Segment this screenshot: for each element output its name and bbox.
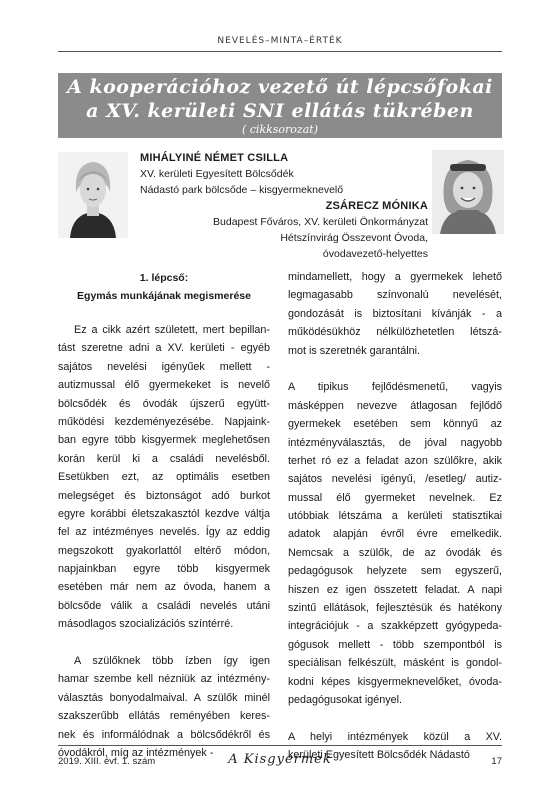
text-line: napjainkban egyre több kisgyermek bbox=[58, 563, 270, 576]
text-line: Esetükben ezt, az optimális esetben bbox=[58, 471, 270, 484]
text-line: melegséget és biztonságot adó burkot bbox=[58, 489, 270, 502]
text-line: adatok alapján évről évre emelkedik. bbox=[288, 528, 502, 541]
text-line: pedagógusok helyzete sem egyszerű, bbox=[288, 565, 502, 578]
right-text-column bbox=[288, 268, 502, 765]
left-text-column bbox=[58, 321, 270, 762]
paragraph-gap bbox=[288, 360, 502, 378]
text-line: sajátos nevelési igényű, /esetleg/ autiz- bbox=[288, 473, 502, 486]
text-line: Ez a cikk azért született, mert bepillan- bbox=[74, 324, 270, 336]
author-name: ZSÁRECZ MÓNIKA bbox=[325, 200, 428, 212]
text-line: működésükhöz nélkülözhetetlen létszá- bbox=[288, 326, 502, 339]
text-line: terhet ró ez a feladat azon szülőkre, akik bbox=[288, 454, 502, 467]
author-affiliation: XV. kerületi Egyesített Bölcsődék bbox=[140, 168, 294, 180]
text-line: mussal élő gyermeket nevelnek. Ez bbox=[288, 491, 502, 504]
text-line: fel az intézményes nevelés. Így az eddig bbox=[58, 526, 270, 539]
author-photo-nemet-csilla bbox=[58, 152, 128, 238]
text-line: integrációjuk - a szakképzett gyógypeda- bbox=[288, 620, 502, 633]
text-line: nek és informálódnak a bölcsődékről és bbox=[58, 728, 270, 741]
text-line: A helyi intézmények közül a XV. bbox=[288, 730, 502, 743]
text-line: gyermekek esetében sem könnyű az bbox=[288, 418, 502, 431]
text-line: intézményválasztás, de jóval nagyobb bbox=[288, 436, 502, 449]
text-line: A szülőknek több ízben így igen bbox=[74, 655, 270, 668]
text-line: kodni képes kisgyermeknevelőket, óvoda- bbox=[288, 675, 502, 688]
text-line: kerületi Egyesített Bölcsődék Nádastó bbox=[288, 749, 470, 762]
section-heading bbox=[58, 269, 270, 305]
text-line: gógusok mellett - több szempontból is bbox=[288, 638, 502, 651]
footer-rule bbox=[58, 745, 502, 746]
text-line: hiszen ez igen összetett feladat. A napi bbox=[288, 583, 502, 596]
text-line: sajátos nevelési igényűek mellett - bbox=[58, 360, 270, 373]
text-line: mindamellett, hogy a gyermekek lehető bbox=[288, 271, 502, 283]
author-2 bbox=[213, 198, 428, 262]
author-affiliation: Budapest Főváros, XV. kerületi Önkormányzat bbox=[213, 216, 428, 228]
text-line: egyre korábbi életszakasztól kezdve váltja bbox=[58, 507, 270, 520]
author-role: Nádastó park bölcsőde – kisgyermeknevelő bbox=[140, 184, 344, 196]
text-line: óvodákról, míg az intézmények - bbox=[58, 746, 214, 759]
header-rule bbox=[58, 51, 502, 52]
paragraph-gap bbox=[58, 634, 270, 652]
running-head: NEVELÉS–MINTA–ÉRTÉK bbox=[217, 36, 343, 46]
text-line: utóbbiak létszáma a kerületi statisztikai bbox=[288, 510, 502, 523]
article-title-line-1: A kooperációhoz vezető út lépcsőfokai bbox=[67, 76, 493, 98]
author-photo-zsarecz-monika bbox=[432, 150, 504, 234]
article-title-line-2: a XV. kerületi SNI ellátás tükrében bbox=[86, 100, 474, 122]
page-number: 17 bbox=[491, 756, 502, 767]
author-1 bbox=[140, 150, 343, 198]
text-line: bölcsőde válik a családi nevelés utáni bbox=[58, 599, 270, 612]
text-line: ban egyre több kisgyermek meglehetősen bbox=[58, 434, 270, 447]
issue-info: 2019. XIII. évf. 1. szám bbox=[58, 756, 156, 767]
text-line: másodlagos szocializációs színtérré. bbox=[58, 618, 234, 631]
text-line: pedagógusokat igényel. bbox=[288, 693, 403, 706]
text-line: választás bonyodalmaival. A szülők minél bbox=[58, 691, 270, 704]
paragraph-gap bbox=[288, 709, 502, 727]
text-line: tást szeretne adni a XV. kerületi - egyéb bbox=[58, 342, 270, 355]
text-line: A tipikus fejlődésmenetű, vagyis bbox=[288, 381, 502, 394]
text-line: speciálisan felkészült, másként is gondol- bbox=[288, 657, 502, 670]
magazine-name: A Kisgyermek bbox=[228, 752, 332, 767]
text-line: korán kerül ki a családi nevelésből. bbox=[58, 452, 270, 465]
text-line: autizmussal élő gyermekeket is nevelő bbox=[58, 379, 270, 392]
text-line: gondozását is biztosítani kívánják - a bbox=[288, 307, 502, 320]
text-line: esetében már nem az óvoda, hanem a bbox=[58, 581, 270, 594]
text-line: bölcsődék és óvodák újszerű együtt- bbox=[58, 397, 270, 410]
author-affiliation: Hétszínvirág Összevont Óvoda, bbox=[280, 232, 428, 244]
text-line: legmagasabb színvonalú nevelését, bbox=[288, 289, 502, 302]
section-step: 1. lépcső: bbox=[139, 272, 189, 284]
text-line: szintű ellátások, fejlesztésük és hatékony bbox=[288, 602, 502, 615]
text-line: működési kezdeményezésébe. Napjaink- bbox=[58, 415, 270, 428]
article-subtitle: ( cikksorozat) bbox=[241, 123, 318, 136]
section-title: Egymás munkájának megismerése bbox=[77, 290, 251, 302]
text-line: hamar szembe kell nézniük az intézmény- bbox=[58, 673, 270, 686]
text-line: mot is szeretnék garantálni. bbox=[288, 344, 421, 357]
text-line: szakszerűbb ellátás reményében keres- bbox=[58, 710, 270, 723]
text-line: másképpen nevezve átlagosan fejlődő bbox=[288, 399, 502, 412]
author-role: óvodavezető-helyettes bbox=[322, 248, 428, 260]
author-name: MIHÁLYINÉ NÉMET CSILLA bbox=[140, 152, 289, 164]
text-line: megszokott gyakorlattól eltérő módon, bbox=[58, 544, 270, 557]
text-line: Nemcsak a szülők, de az óvodák és bbox=[288, 546, 502, 559]
